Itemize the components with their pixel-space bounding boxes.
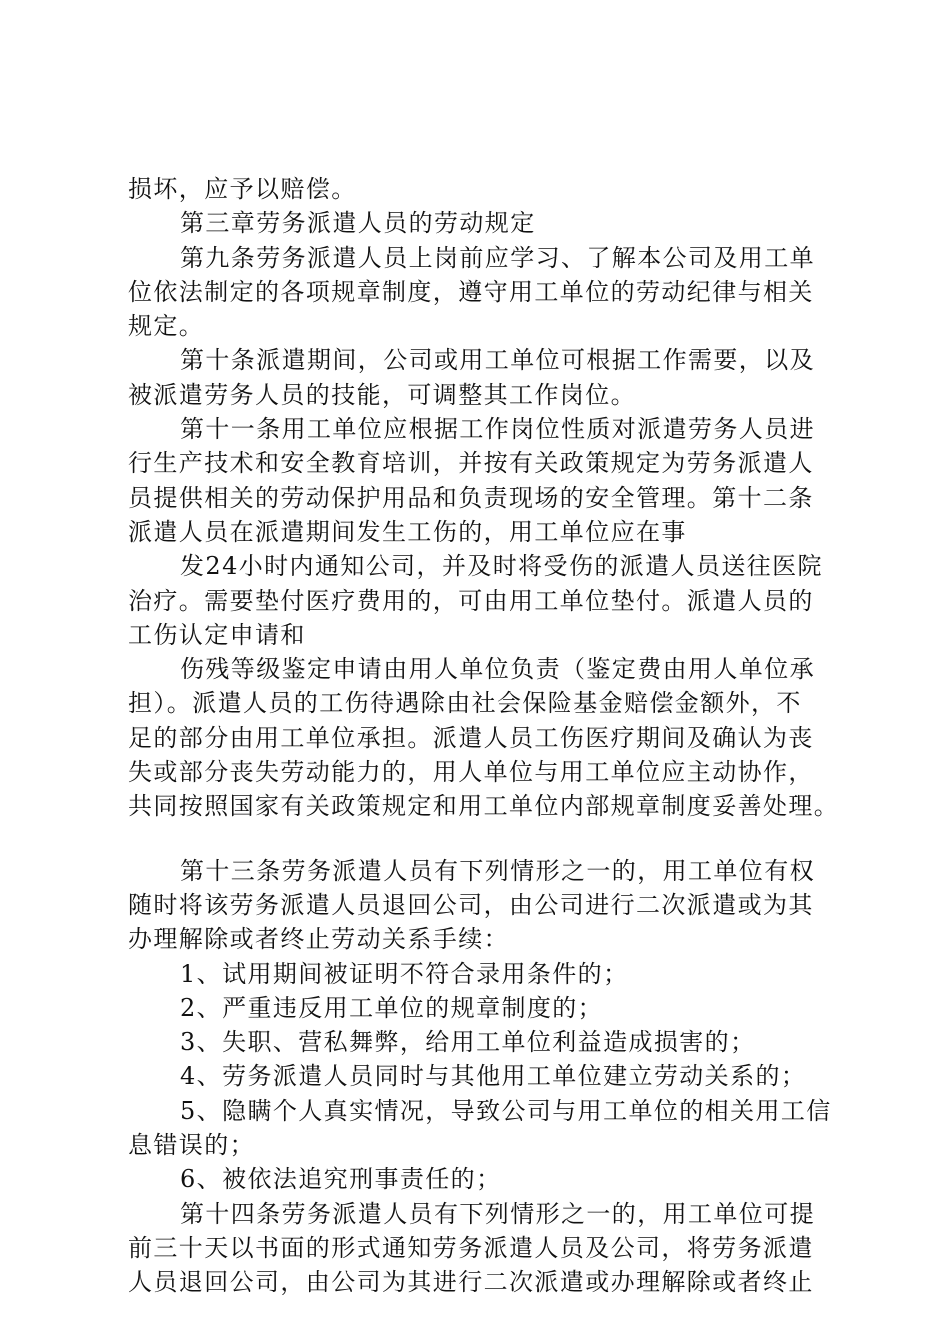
text-line: 第九条劳务派遣人员上岗前应学习、了解本公司及用工单: [180, 243, 815, 272]
text-line: 伤残等级鉴定申请由用人单位负责（鉴定费由用人单位承: [180, 655, 815, 684]
text-line: 位依法制定的各项规章制度，遵守用工单位的劳动纪律与相关: [128, 277, 814, 306]
text-line: 第十一条用工单位应根据工作岗位性质对派遣劳务人员进: [180, 415, 815, 444]
text-line: 担）。派遣人员的工伤待遇除由社会保险基金赔偿金额外，不: [128, 689, 802, 718]
text-line: 规定。: [128, 312, 205, 341]
text-line: 足的部分由用工单位承担。派遣人员工伤医疗期间及确认为丧: [128, 723, 814, 752]
text-line: 员提供相关的劳动保护用品和负责现场的安全管理。第十二条: [128, 483, 814, 512]
text-line: 失或部分丧失劳动能力的，用人单位与用工单位应主动协作，: [128, 758, 814, 787]
text-line: 行生产技术和安全教育培训，并按有关政策规定为劳务派遣人: [128, 449, 814, 478]
text-line: 共同按照国家有关政策规定和用工单位内部规章制度妥善处理。: [128, 792, 840, 821]
chapter-heading: 第三章劳务派遣人员的劳动规定: [180, 209, 536, 238]
list-item: 1、试用期间被证明不符合录用条件的；: [180, 959, 629, 988]
list-item: 5、隐瞒个人真实情况，导致公司与用工单位的相关用工信: [180, 1096, 832, 1125]
text-line: 办理解除或者终止劳动关系手续：: [128, 925, 509, 954]
text-line: 息错误的；: [128, 1131, 255, 1160]
list-item: 3、失职、营私舞弊，给用工单位利益造成损害的；: [180, 1028, 756, 1057]
text-line: 第十条派遣期间，公司或用工单位可根据工作需要，以及: [180, 346, 815, 375]
text-line: 随时将该劳务派遣人员退回公司，由公司进行二次派遣或为其: [128, 890, 814, 919]
paragraph-gap: [128, 824, 848, 854]
text-line: 发24小时内通知公司，并及时将受伤的派遣人员送往医院: [180, 552, 823, 581]
text-line: 派遣人员在派遣期间发生工伤的，用工单位应在事: [128, 517, 687, 546]
text-line: 第十三条劳务派遣人员有下列情形之一的，用工单位有权: [180, 856, 815, 885]
list-item: 4、劳务派遣人员同时与其他用工单位建立劳动关系的；: [180, 1062, 807, 1091]
text-line: 第十四条劳务派遣人员有下列情形之一的，用工单位可提: [180, 1199, 815, 1228]
text-line: 被派遣劳务人员的技能，可调整其工作岗位。: [128, 380, 636, 409]
text-line: 工伤认定申请和: [128, 620, 306, 649]
text-line: 人员退回公司，由公司为其进行二次派遣或办理解除或者终止: [128, 1268, 814, 1297]
text-line: 治疗。需要垫付医疗费用的，可由用工单位垫付。派遣人员的: [128, 586, 814, 615]
document-body: [128, 172, 848, 1300]
list-item: 6、被依法追究刑事责任的；: [180, 1165, 502, 1194]
text-line: 前三十天以书面的形式通知劳务派遣人员及公司，将劳务派遣: [128, 1233, 814, 1262]
text-line: 损坏，应予以赔偿。: [128, 175, 357, 203]
list-item: 2、严重违反用工单位的规章制度的；: [180, 993, 604, 1022]
